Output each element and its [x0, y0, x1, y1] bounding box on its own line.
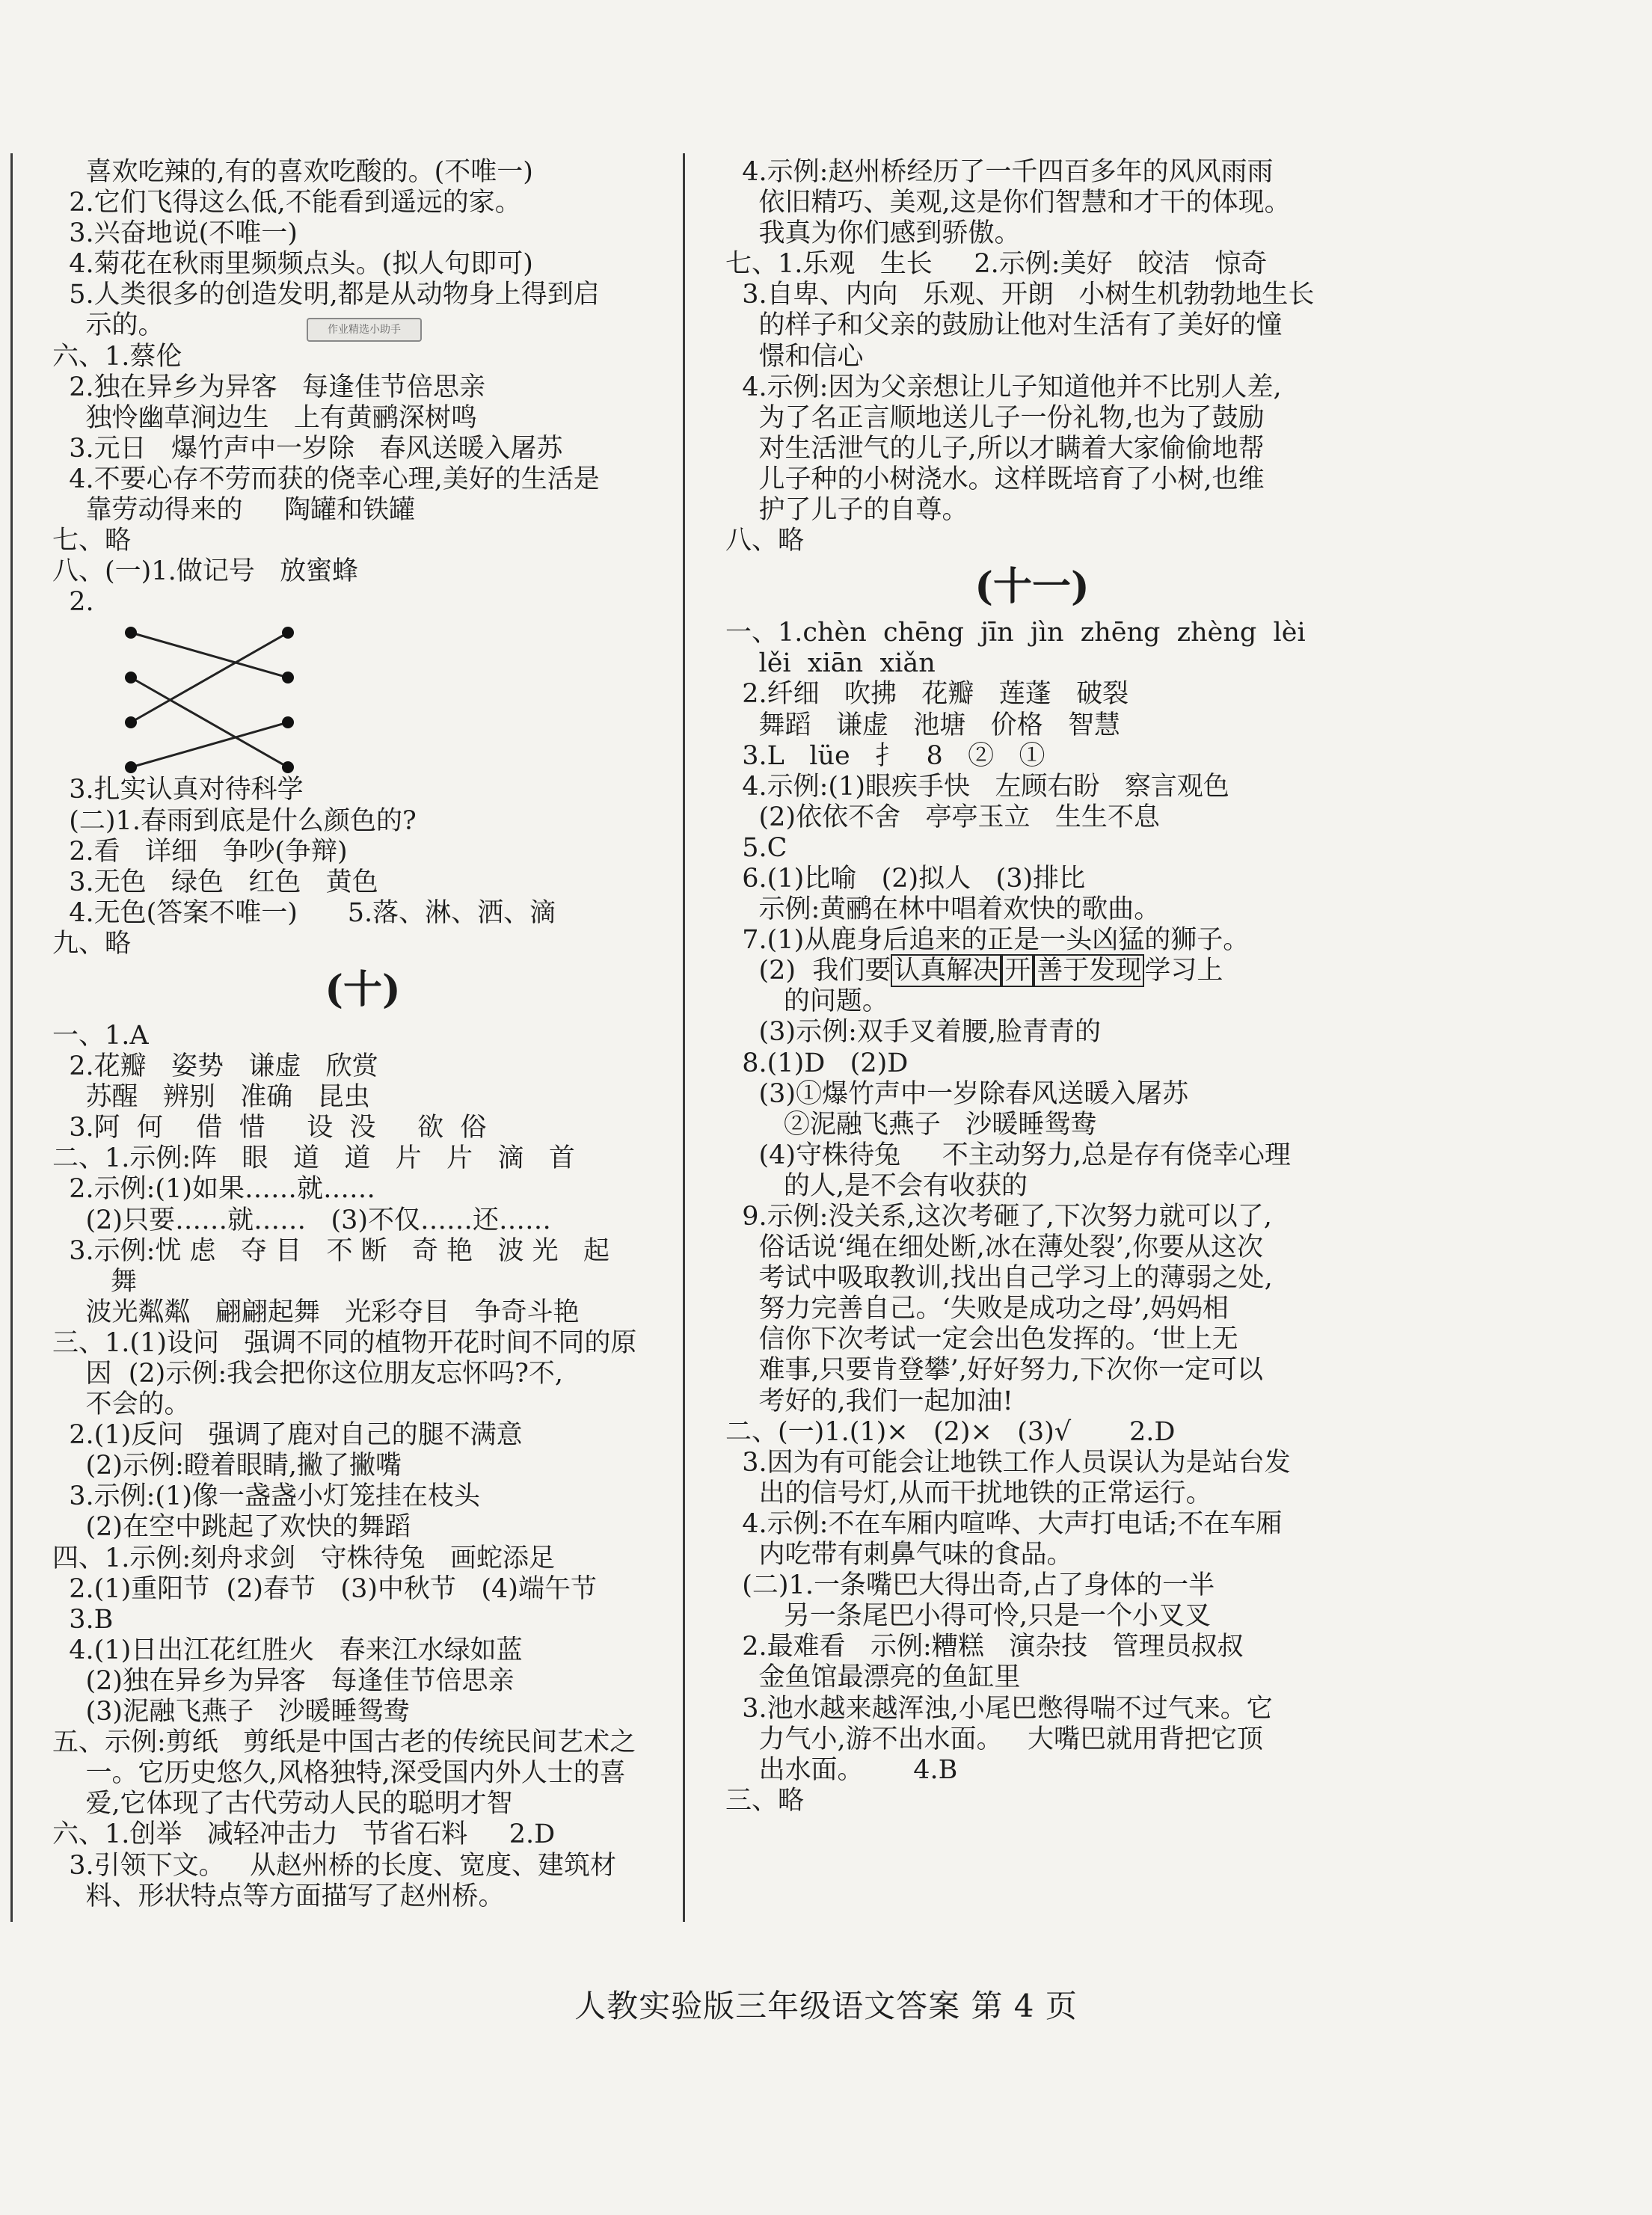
answer-line: 2.(1)反问 强调了鹿对自己的腿不满意 — [52, 1420, 523, 1451]
answer-line: 3.因为有可能会让地铁工作人员误认为是站台发 — [725, 1447, 1291, 1478]
answer-line: 的问题。 — [725, 986, 888, 1017]
answer-line: 喜欢吃辣的,有的喜欢吃酸的。(不唯一) — [52, 157, 533, 187]
answer-line — [725, 956, 1339, 986]
answer-line: 7.(1)从鹿身后追来的正是一头凶猛的狮子。 — [725, 925, 1250, 956]
answer-line: 七、1.乐观 生长 2.示例:美好 皎洁 惊奇 — [725, 249, 1268, 280]
answer-line: 三、略 — [725, 1785, 805, 1816]
answer-line: 4.(1)日出江花红胜火 春来江水绿如蓝 — [52, 1635, 523, 1665]
match-dot — [125, 627, 137, 639]
answer-line: (2)在空中跳起了欢快的舞蹈 — [52, 1512, 411, 1543]
answer-line: (2)依依不舍 亭亭玉立 生生不息 — [725, 802, 1160, 832]
answer-line: 不会的。 — [52, 1389, 191, 1420]
match-line — [131, 633, 288, 678]
answer-line: 舞 — [52, 1266, 137, 1297]
answer-line: (二)1.春雨到底是什么颜色的? — [52, 805, 417, 836]
answer-line: 考好的,我们一起加油! — [725, 1386, 1013, 1416]
answer-line: (2)示例:瞪着眼睛,撇了撇嘴 — [52, 1451, 402, 1481]
answer-line: 三、1.(1)设问 强调不同的植物开花时间不同的原 — [52, 1327, 637, 1358]
answer-line: 3.引领下文。 从赵州桥的长度、宽度、建筑材 — [52, 1850, 617, 1881]
stamp-mark: 作业精选小助手 — [307, 318, 422, 342]
answer-line: 二、(一)1.(1)× (2)× (3)√ 2.D — [725, 1416, 1176, 1447]
answer-line: 难事,只要肯登攀’,好好努力,下次你一定可以 — [725, 1355, 1264, 1386]
answer-line: 波光粼粼 翩翩起舞 光彩夺目 争奇斗艳 — [52, 1297, 580, 1327]
answer-line: (2)独在异乡为异客 每逢佳节倍思亲 — [52, 1665, 515, 1696]
answer-line: 四、1.示例:刻舟求剑 守株待兔 画蛇添足 — [52, 1543, 555, 1573]
match-dot — [282, 761, 294, 773]
answer-line: 依旧精巧、美观,这是你们智慧和才干的体现。 — [725, 188, 1291, 218]
answer-line: 3.兴奋地说(不唯一) — [52, 218, 298, 249]
answer-line: 2.看 详细 争吵(争辩) — [52, 836, 348, 867]
column-divider — [683, 153, 685, 1922]
answer-line: 出的信号灯,从而干扰地铁的正常运行。 — [725, 1478, 1212, 1508]
answer-line: 3.扎实认真对待科学 — [52, 775, 304, 805]
match-dot — [125, 672, 137, 683]
matching-lines-diagram — [123, 618, 303, 775]
match-dot — [125, 761, 137, 773]
boxed-word: 善于发现 — [1034, 954, 1144, 987]
answer-line: 考试中吸取教训,找出自己学习上的薄弱之处, — [725, 1263, 1273, 1294]
answer-line: 4.示例:(1)眼疾手快 左顾右盼 察言观色 — [725, 771, 1229, 802]
answer-line: 靠劳动得来的 陶罐和铁罐 — [52, 495, 416, 526]
answer-line: 2.最难看 示例:糟糕 演杂技 管理员叔叔 — [725, 1632, 1244, 1662]
answer-line: 8.(1)D (2)D — [725, 1048, 909, 1078]
boxed-word: 开 — [1001, 954, 1034, 987]
answer-line: 的人,是不会有收获的 — [725, 1170, 1028, 1201]
match-line — [131, 633, 288, 722]
answer-line: 9.示例:没关系,这次考砸了,下次努力就可以了, — [725, 1202, 1272, 1232]
answer-line: 出水面。 4.B — [725, 1754, 958, 1785]
answer-line: 料、形状特点等方面描写了赵州桥。 — [52, 1881, 505, 1911]
answer-line: 舞蹈 谦虚 池塘 价格 智慧 — [725, 710, 1121, 740]
answer-line: 4.无色(答案不唯一) 5.落、淋、洒、滴 — [52, 897, 556, 928]
answer-line: (2)只要……就…… (3)不仅……还…… — [52, 1205, 552, 1235]
right-column — [725, 157, 1339, 1816]
answer-line: 4.不要心存不劳而获的侥幸心理,美好的生活是 — [52, 464, 600, 494]
answer-line: 2.它们飞得这么低,不能看到遥远的家。 — [52, 188, 521, 218]
answer-line: 儿子种的小树浇水。这样既培育了小树,也维 — [725, 464, 1265, 494]
match-line — [131, 722, 288, 767]
answer-line: 努力完善自己。‘失败是成功之母’,妈妈相 — [725, 1294, 1229, 1324]
answer-line: 八、(一)1.做记号 放蜜蜂 — [52, 556, 359, 587]
answer-line: 示的。 — [52, 310, 165, 341]
answer-number: (2) — [725, 956, 796, 986]
answer-line: 3.无色 绿色 红色 黄色 — [52, 867, 378, 897]
answer-line: 2.示例:(1)如果……就…… — [52, 1174, 376, 1205]
answer-line: 4.示例:赵州桥经历了一千四百多年的风风雨雨 — [725, 157, 1274, 187]
answer-line: (3)①爆竹声中一岁除春风送暖入屠苏 — [725, 1078, 1189, 1109]
match-dot — [125, 716, 137, 728]
left-margin-rule — [10, 153, 13, 1922]
answer-text: 学习上 — [1144, 956, 1223, 986]
answer-line: ②泥融飞燕子 沙暖睡鸳鸯 — [725, 1109, 1097, 1140]
page-footer: 人教实验版三年级语文答案 第 4 页 — [574, 1988, 1078, 2024]
answer-line: 3.池水越来越浑浊,小尾巴憋得喘不过气来。它 — [725, 1693, 1273, 1724]
answer-line: 内吃带有刺鼻气味的食品。 — [725, 1540, 1073, 1570]
answer-line: 九、略 — [52, 928, 132, 959]
answer-line: 3.阿 何 借 惜 设 没 欲 俗 — [52, 1113, 487, 1143]
answer-line: 3.示例:(1)像一盏盏小灯笼挂在枝头 — [52, 1481, 481, 1512]
answer-line: 4.示例:不在车厢内喧哗、大声打电话;不在车厢 — [725, 1508, 1283, 1539]
answer-line: 3.自卑、内向 乐观、开朗 小树生机勃勃地生长 — [725, 280, 1315, 310]
answer-line: (二)1.一条嘴巴大得出奇,占了身体的一半 — [725, 1570, 1215, 1601]
match-dot — [282, 716, 294, 728]
answer-line: 2.纤细 吹拂 花瓣 莲蓬 破裂 — [725, 679, 1129, 710]
answer-line: 5.人类很多的创造发明,都是从动物身上得到启 — [52, 280, 600, 310]
answer-line: 一。它历史悠久,风格独特,深受国内外人士的喜 — [52, 1758, 626, 1789]
answer-line: 2.花瓣 姿势 谦虚 欣赏 — [52, 1051, 378, 1082]
match-dot — [282, 672, 294, 683]
answer-line: 苏醒 辨别 准确 昆虫 — [52, 1082, 370, 1113]
answer-line: (3)泥融飞燕子 沙暖睡鸳鸯 — [52, 1697, 410, 1727]
answer-line: 护了儿子的自尊。 — [725, 495, 968, 526]
answer-line: 俗话说‘绳在细处断,冰在薄处裂’,你要从这次 — [725, 1232, 1264, 1263]
answer-line: 独怜幽草涧边生 上有黄鹂深树鸣 — [52, 402, 477, 433]
answer-line: 的样子和父亲的鼓励让他对生活有了美好的憧 — [725, 310, 1283, 341]
answer-line: 我真为你们感到骄傲。 — [725, 218, 1021, 249]
answer-line: 八、略 — [725, 526, 805, 556]
answer-line: 3.示例:忧 虑 夺 目 不 断 奇 艳 波 光 起 — [52, 1235, 609, 1266]
answer-line: 六、1.创举 减轻冲击力 节省石料 2.D — [52, 1819, 556, 1850]
answer-line: 因 (2)示例:我会把你这位朋友忘怀吗?不, — [52, 1359, 564, 1389]
answer-line: 六、1.蔡伦 — [52, 341, 182, 372]
section-heading: (十) — [325, 966, 401, 1013]
answer-text: 我们要 — [796, 956, 891, 986]
answer-line: 一、1.chèn chēng jīn jìn zhēng zhèng lèi — [725, 618, 1306, 648]
match-dot — [282, 627, 294, 639]
answer-line: 五、示例:剪纸 剪纸是中国古老的传统民间艺术之 — [52, 1727, 636, 1758]
section-heading: (十一) — [974, 564, 1090, 610]
answer-line: 6.(1)比喻 (2)拟人 (3)排比 — [725, 863, 1086, 894]
left-column — [52, 157, 673, 1912]
answer-line: 力气小,游不出水面。 大嘴巴就用背把它顶 — [725, 1724, 1264, 1754]
match-line — [131, 678, 288, 767]
answer-line: (4)守株待兔 不主动努力,总是存有侥幸心理 — [725, 1140, 1291, 1170]
answer-line: 3.B — [52, 1604, 114, 1635]
boxed-word: 认真解决 — [891, 954, 1001, 987]
answer-line: 一、1.A — [52, 1020, 149, 1051]
answer-line: 示例:黄鹂在林中唱着欢快的歌曲。 — [725, 894, 1161, 925]
answer-line: 4.菊花在秋雨里频频点头。(拟人句即可) — [52, 249, 533, 280]
answer-line: 4.示例:因为父亲想让儿子知道他并不比别人差, — [725, 372, 1282, 402]
answer-line: 3.L lüe 扌 8 ② ① — [725, 740, 1045, 771]
answer-line: 信你下次考试一定会出色发挥的。‘世上无 — [725, 1324, 1238, 1355]
answer-line: 2. — [52, 587, 94, 618]
answer-line: 七、略 — [52, 526, 132, 556]
answer-line: 金鱼馆最漂亮的鱼缸里 — [725, 1662, 1021, 1693]
answer-line: lěi xiān xiǎn — [725, 648, 936, 679]
answer-line: 5.C — [725, 832, 787, 863]
answer-line: 2.(1)重阳节 (2)春节 (3)中秋节 (4)端午节 — [52, 1573, 597, 1604]
answer-line: 爱,它体现了古代劳动人民的聪明才智 — [52, 1789, 513, 1819]
answer-line: 3.元日 爆竹声中一岁除 春风送暖入屠苏 — [52, 433, 563, 464]
answer-line: 对生活泄气的儿子,所以才瞒着大家偷偷地帮 — [725, 433, 1265, 464]
answer-line: 另一条尾巴小得可怜,只是一个小叉叉 — [725, 1601, 1212, 1632]
answer-line: 2.独在异乡为异客 每逢佳节倍思亲 — [52, 372, 486, 402]
answer-line: 憬和信心 — [725, 341, 864, 372]
answer-line: (3)示例:双手叉着腰,脸青青的 — [725, 1017, 1101, 1048]
answer-line: 为了名正言顺地送儿子一份礼物,也为了鼓励 — [725, 402, 1265, 433]
answer-line: 二、1.示例:阵 眼 道 道 片 片 滴 首 — [52, 1143, 575, 1174]
